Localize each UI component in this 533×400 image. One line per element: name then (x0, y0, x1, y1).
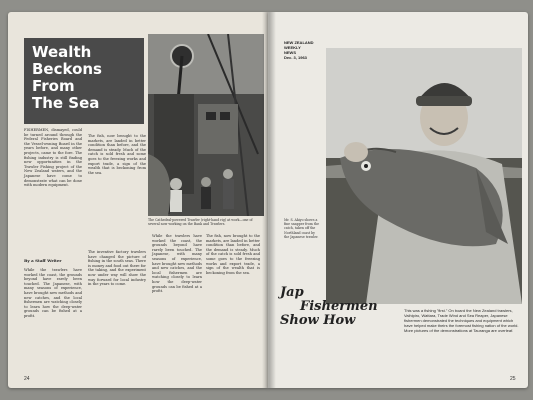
headline-line: The Sea (32, 94, 100, 112)
masthead-line: NEWS (284, 50, 296, 55)
article-column-2: The fish, now brought to the markets, are landed in better condition than before, and the demand is steady. Much of the catch is sold fresh and some goes to the freezing works and export trade, a sign of the wealth that is beckoning from the sea. (88, 134, 146, 175)
article-column-3: While the trawlers have worked the coast, the grounds beyond have rarely been touched. The Japanese, with many seasons of experience, have brought new methods and new catches, and the local fishermen are watching closely to learn how the deep-water grounds can be fished at a profit. (152, 234, 202, 294)
right-photo-caption: Mr. S. Akiyo shows a fine snapper from the catch, taken off the Northland coast by the Japanese trawler. (284, 218, 320, 239)
left-page (8, 12, 268, 388)
page-number-left: 24 (24, 376, 30, 382)
masthead-line: Dec. 3, 1963 (284, 55, 307, 60)
article-column-2b: The inventive factory trawlers have changed the picture of fishing in the south seas. There is money and food out there for the taking, and the experiment now under way will show the way forward for local industry in the years to come. (88, 250, 146, 287)
feature-intro: This was a fishing "first." On board the New Zealand trawlers, Vaihipiro, Wattara, Trade Wind and Sea Reaper, Japanese fishermen demonstrated the techniques and equipment which have helped make theirs the foremost fishing nation of the world. More pictures of the demonstrations at Tauranga are overleaf. (404, 308, 519, 334)
byline: By a Staff Writer (24, 258, 62, 263)
left-photo-caption: The Cathedral-powered Trawler (right-hand rig) at work—one of several now working on the Bank and Trawlers. (148, 218, 253, 227)
article-column-1: FISHERMEN, dismayed, could be turned around through the Federal Fisheries Board and the Vessel-owning Board in the years before, and many other projects, came to the fore. The fishing industry is still finding new opportunities in the Trawler Fishing project of the New Zealand waters, and the Japanese have come to demonstrate what can be done with modern equipment. (24, 128, 82, 188)
page-number-right: 25 (510, 376, 516, 382)
masthead-line: NEW ZEALAND (284, 40, 314, 45)
fisherman-illustration (326, 48, 522, 304)
trawler-deck-photo (148, 34, 264, 216)
headline-box (24, 38, 144, 124)
feature-title (280, 286, 400, 328)
article-column-1b: While the trawlers have worked the coast, the grounds beyond have rarely been touched. The Japanese, with many seasons of experience, have brought new methods and new catches, and the local fishermen are watching closely to learn how the deep-water grounds can be fished at a profit. (24, 268, 82, 318)
masthead (284, 40, 324, 60)
title-line: Jap (280, 285, 304, 300)
headline-line: Wealth (32, 43, 92, 61)
headline-line: From (32, 77, 75, 95)
masthead-line: WEEKLY (284, 45, 301, 50)
article-column-4: The fish, now brought to the markets, are landed in better condition than before, and the demand is steady. Much of the catch is sold fresh and some goes to the freezing works and export trade, a sign of the wealth that is beckoning from the sea. (206, 234, 260, 275)
magazine-spread (8, 12, 528, 388)
trawler-deck-illustration (148, 34, 264, 216)
binding-gutter (262, 12, 276, 388)
title-line: Fishermen (300, 299, 378, 314)
title-line: Show How (280, 313, 356, 328)
headline-line: Beckons (32, 60, 102, 78)
fisherman-photo (326, 48, 522, 304)
